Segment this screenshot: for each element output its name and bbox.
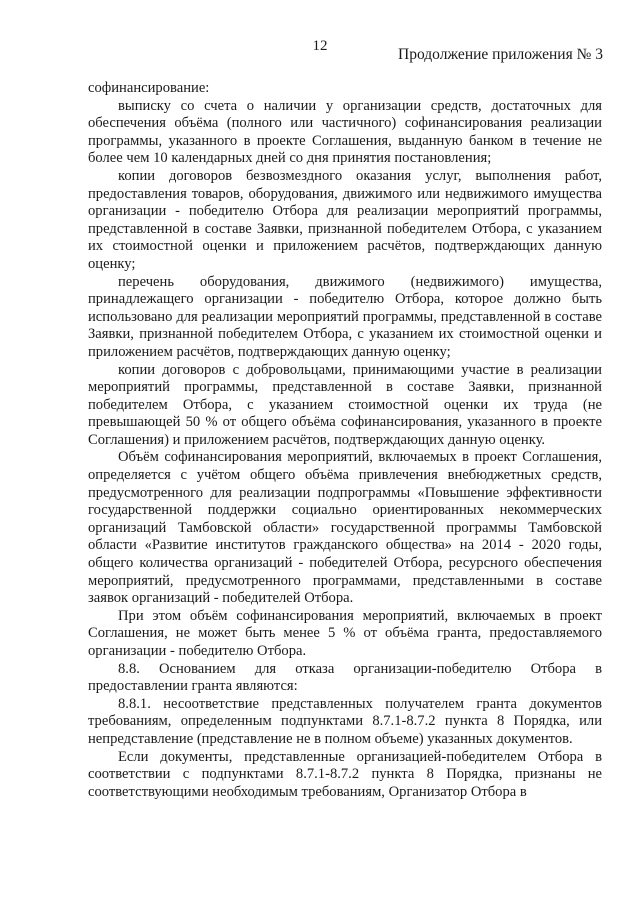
paragraph-cofinancing-heading: софинансирование: — [88, 80, 210, 96]
paragraph-bank-statement: выписку со счета о наличии у организации средств, достаточных для обеспечения объёма (полного или частичного) софинансирования реализации программы, указанного в проекте Соглашения, выданную банком в течение не более чем 10 календарных дней со дня принятия постановления; — [88, 97, 602, 167]
page-number: 12 — [312, 38, 328, 54]
paragraph-cofinancing-volume: Объём софинансирования мероприятий, включаемых в проект Соглашения, определяется с учётом общего объёма привлечения внебюджетных средств, предусмотренного для реализации подпрограммы «Повышение эффективности государственной поддержки социально ориентированных некоммерческих организаций Тамбовской области» государственной программы Тамбовской области «Развитие институтов гражданского общества» на 2014 - 2020 годы, общего количества организаций - победителей Отбора, ресурсного обеспечения мероприятий, предусмотренного программами, представленными в составе заявок организаций - победителей Отбора. — [88, 449, 602, 607]
document-body — [88, 80, 602, 801]
paragraph-clause-8-8: 8.8. Основанием для отказа организации-победителю Отбора в предоставлении гранта являются: — [88, 660, 602, 695]
paragraph-free-service-contracts: копии договоров безвозмездного оказания услуг, выполнения работ, предоставления товаров, оборудования, движимого или недвижимого имущества организации - победителю Отбора для реализации мероприятий программы, представленной в составе Заявки, признанной победителем Отбора, с указанием их стоимостной оценки и приложением расчётов, подтверждающих данную оценку; — [88, 167, 602, 272]
paragraph-clause-8-8-1: 8.8.1. несоответствие представленных получателем гранта документов требованиям, определенным подпунктами 8.7.1-8.7.2 пункта 8 Порядка, или непредставление (представление не в полном объеме) указанных документов. — [88, 695, 602, 747]
paragraph-documents-noncompliant: Если документы, представленные организацией-победителем Отбора в соответствии с подпунктами 8.7.1-8.7.2 пункта 8 Порядка, признаны не соответствующими необходимым требованиям, Организатор Отбора в — [88, 748, 602, 800]
paragraph-volunteer-contracts: копии договоров с добровольцами, принимающими участие в реализации мероприятий программы, представленной в составе Заявки, признанной победителем Отбора, с указанием стоимостной оценки их труда (не превышающей 50 % от общего объёма софинансирования, указанного в проекте Соглашения) и приложением расчётов, подтверждающих данную оценку. — [88, 361, 602, 448]
paragraph-minimum-cofinancing: При этом объём софинансирования мероприятий, включаемых в проект Соглашения, не может быть менее 5 % от объёма гранта, предоставляемого организации - победителю Отбора. — [88, 607, 602, 659]
paragraph-equipment-list: перечень оборудования, движимого (недвижимого) имущества, принадлежащего организации - победителю Отбора, которое должно быть использовано для реализации мероприятий программы, представленной в составе Заявки, признанной победителем Отбора, с указанием их стоимостной оценки и приложением расчётов, подтверждающих данную оценку; — [88, 273, 602, 360]
appendix-continuation-header: Продолжение приложения № 3 — [398, 46, 603, 63]
